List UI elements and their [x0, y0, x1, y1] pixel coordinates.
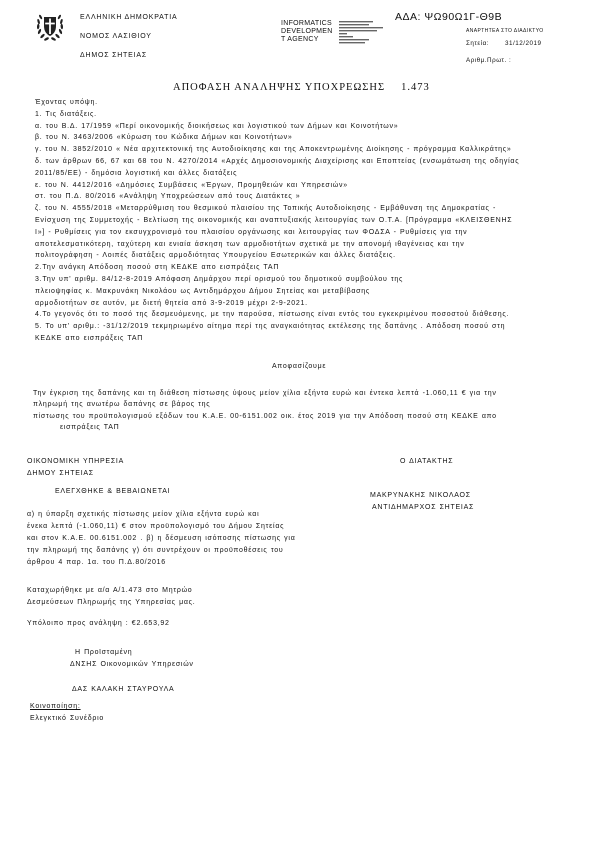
agency-logo-fine-print [339, 21, 391, 54]
certification-line: ένεκα λεπτά (-1.060,11) € στον προϋπολογισμό του Δήμου Σητείας [27, 523, 285, 530]
decision-line: εισπράξεις ΤΑΠ [60, 424, 120, 432]
consideration-line: 2011/85/ΕΕ) - δημόσια λογιστική και άλλες διατάξεις [35, 169, 238, 177]
decision-line: πληρωμή της ανωτέρω δαπάνης σε βάρος της [33, 401, 211, 409]
document-date: 31/12/2019 [505, 40, 542, 47]
title-text: ΑΠΟΦΑΣΗ ΑΝΑΛΗΨΗΣ ΥΠΟΧΡΕΩΣΗΣ [173, 82, 386, 93]
head-title: Η Προϊσταμένη [75, 649, 133, 656]
signatory-role: Ο ΔΙΑΤΑΚΤΗΣ [400, 458, 454, 465]
registry-line: Δεσμεύσεων Πληρωμής της Υπηρεσίας μας. [27, 599, 196, 606]
consideration-line: 3.Την υπ' αριθμ. 84/12-8-2019 Απόφαση Δημάρχου περί ορισμού του δημοτικού συμβούλου της [35, 275, 404, 283]
notification-label: Κοινοποίηση: [30, 703, 81, 710]
consideration-line: Έχοντας υπόψη. [35, 99, 98, 106]
document-title [173, 82, 430, 93]
consideration-line: α. του Β.Δ. 17/1959 «Περί οικονομικής διοικήσεως και λογιστικού των Δήμων και Κοινοτήτων» [35, 122, 399, 130]
consideration-line: 1. Τις διατάξεις. [35, 110, 97, 118]
consideration-line: αρμοδιοτήτων σε αυτόν, με διετή θητεία από 3-9-2019 μέχρι 2-9-2021. [35, 299, 308, 307]
certification-line: και στον Κ.Α.Ε. 00.6151.002 . β) η δέσμευση ισόποσης πίστωσης για [27, 535, 296, 542]
certification-line: την πληρωμή της δαπάνης γ) ότι συντρέχουν οι προϋποθέσεις του [27, 547, 284, 554]
finance-checked-heading: ΕΛΕΓΧΘΗΚΕ & ΒΕΒΑΙΩΝΕΤΑΙ [55, 488, 171, 495]
head-department: ΔΝΣΗΣ Οικονομικών Υπηρεσιών [70, 661, 194, 668]
remaining-balance: Υπόλοιπο προς ανάληψη : €2.653,92 [27, 620, 170, 627]
decision-line: πίστωσης του προϋπολογισμού εξόδων του Κ.Α.Ε. 00-6151.002 οικ. έτος 2019 για την Απόδοση ποσού στη ΚΕΔΚΕ απο [33, 412, 497, 420]
finance-registry [27, 585, 195, 609]
signatory-name: ΜΑΚΡΥΝΑΚΗΣ ΝΙΚΟΛΑΟΣ [370, 492, 471, 499]
consideration-line: ε. του Ν. 4412/2016 «Δημόσιες Συμβάσεις «Έργων, Προμηθειών και Υπηρεσιών» [35, 181, 348, 189]
consideration-line: 4.Το γεγονός ότι το ποσό της δεσμευόμενης, με την παρούσα, πίστωσης είναι εντός του εγκεκριμένου ποσοστού διάθεσης. [35, 311, 510, 319]
consideration-line: Ενίσχυση της Συμμετοχής - Βελτίωση της οικονομικής και αναπτυξιακής λειτουργίας των Ο.Τ.Α. [Πρόγραμμα «ΚΛΕΙΣΘΕΝΗΣ [35, 216, 513, 224]
consideration-line: αποτελεσματικότερη, ταχύτερη και ενιαία άσκηση των αρμοδιοτήτων σχετικά με την απονομή ιθαγένειας και την [35, 240, 465, 248]
consideration-line: πλειοψηφίας κ. Μακρυνάκη Νικολάου ως Αντιδημάρχου Δήμου Σητείας και μεταβίβασης [35, 287, 370, 295]
consideration-line: 5. Το υπ' αριθμ.: -31/12/2019 τεκμηριωμένο αίτημα περί της αναγκαιότητας εκτέλεσης της δαπάνης . Απόδοση ποσού στη [35, 323, 506, 331]
decision-number: 1.473 [401, 82, 430, 93]
header-country: ΕΛΛΗΝΙΚΗ ΔΗΜΟΚΡΑΤΙΑ [80, 14, 178, 21]
decision-line: Την έγκριση της δαπάνης και τη διάθεση πίστωσης ύψους μείον χίλια εξήντα ευρώ και έντεκα λεπτά -1.060,11 € για την [33, 390, 497, 397]
consideration-line: 2.Την ανάγκη Απόδοση ποσού στη ΚΕΔΚΕ απο εισπράξεις ΤΑΠ [35, 264, 280, 272]
finance-municipality: ΔΗΜΟΥ ΣΗΤΕΙΑΣ [27, 470, 94, 477]
registry-line: Καταχωρήθηκε με α/α Α/1.473 στο Μητρώο [27, 587, 193, 594]
signatory-position: ΑΝΤΙΔΗΜΑΡΧΟΣ ΣΗΤΕΙΑΣ [372, 504, 475, 511]
consideration-line: γ. του Ν. 3852/2010 « Νέα αρχιτεκτονική της Αυτοδιοίκησης και της Αποκεντρωμένης Διοίκησης - πρόγραμμα Καλλικράτης» [35, 146, 512, 154]
decision-section [33, 388, 497, 434]
head-name: ΔΑΣ ΚΑΛΑΚΗ ΣΤΑΥΡΟΥΛΑ [72, 686, 175, 693]
consideration-line: ΚΕΔΚΕ απο εισπράξεις ΤΑΠ [35, 334, 144, 342]
agency-logo-line: INFORMATICS [281, 20, 333, 27]
consideration-line: στ. του Π.Δ. 80/2016 «Ανάληψη Υποχρεώσεων από τους Διατάκτες » [35, 193, 301, 201]
decide-heading: Αποφασίζουμε [272, 363, 327, 370]
place-label: Σητεία: [466, 40, 489, 47]
consideration-line: πολιτογράφηση - Λοιπές διατάξεις αρμοδιότητας Υπουργείου Εσωτερικών και άλλες διατάξεις. [35, 252, 396, 260]
consideration-line: β. του Ν. 3463/2006 «Κύρωση του Κώδικα Δήμων και Κοινοτήτων» [35, 134, 293, 142]
agency-logo [281, 20, 333, 44]
header-municipality: ΔΗΜΟΣ ΣΗΤΕΙΑΣ [80, 52, 147, 59]
agency-logo-line: T AGENCY [281, 36, 319, 43]
greek-emblem-icon [34, 9, 66, 48]
consideration-line: δ. των άρθρων 66, 67 και 68 του Ν. 4270/2014 «Αρχές Δημοσιονομικής Διαχείρισης και Εποπτείας (ενσωμάτωση της οδηγίας [35, 157, 520, 165]
posting-note: ΑΝΑΡΤΗΤΕΑ ΣΤΟ ΔΙΑΔΙΚΤΥΟ [466, 28, 544, 34]
finance-certification [27, 509, 296, 569]
certification-line: άρθρου 4 παρ. 1α. του Π.Δ.80/2016 [27, 559, 166, 566]
agency-logo-line: DEVELOPMEN [281, 28, 333, 35]
considerations-section [35, 97, 519, 345]
consideration-line: Ι»] - Ρυθμίσεις για τον εκσυγχρονισμό του πλαισίου οργάνωσης και λειτουργίας των ΦΟΔΣΑ - Ρυθμίσεις για την [35, 228, 468, 236]
finance-service: ΟΙΚΟΝΟΜΙΚΗ ΥΠΗΡΕΣΙΑ [27, 458, 125, 465]
notification-recipient: Ελεγκτικό Συνέδριο [30, 715, 105, 722]
protocol-number-label: Αριθμ.Πρωτ. : [466, 57, 512, 64]
certification-line: α) η ύπαρξη σχετικής πίστωσης μείον χίλια εξήντα ευρώ και [27, 511, 260, 518]
ada-code: ΑΔΑ: ΨΩ90Ω1Γ-Θ9Β [395, 11, 503, 23]
consideration-line: ζ. του Ν. 4555/2018 «Μεταρρύθμιση του θεσμικού πλαισίου της Τοπικής Αυτοδιοίκησης - Εμβάθυνση της Δημοκρατίας - [35, 205, 497, 213]
header-prefecture: ΝΟΜΟΣ ΛΑΣΙΘΙΟΥ [80, 33, 152, 40]
